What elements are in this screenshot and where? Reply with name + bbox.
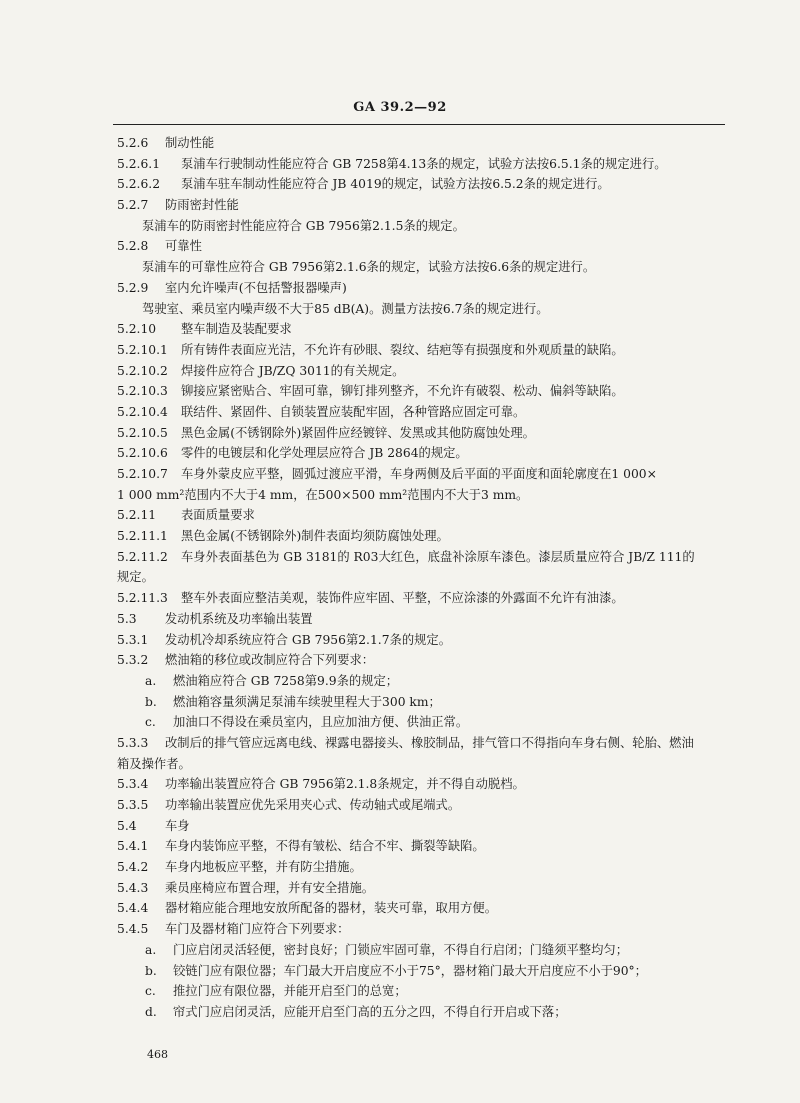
text-line	[117, 692, 737, 713]
text-line	[117, 133, 737, 154]
clause-number: 5.4.5	[117, 922, 149, 937]
text-line	[117, 961, 737, 982]
clause-number: 5.2.11	[117, 508, 157, 523]
text-line	[117, 195, 737, 216]
text-line	[117, 423, 737, 444]
clause-text: 制动性能	[165, 136, 215, 150]
clause-text: 联结件、紧固件、自锁装置应装配牢固，各种管路应固定可靠。	[181, 404, 526, 419]
list-item-letter: b.	[145, 963, 157, 978]
text-line	[117, 712, 737, 733]
text-line	[117, 754, 737, 775]
text-line	[117, 174, 737, 195]
text-line	[117, 299, 737, 320]
clause-text: 车身外表面基色为 GB 3181的 R03大红色，底盘补涂原车漆色。漆层质量应符合 JB/Z 111的	[181, 549, 695, 564]
clause-text: 改制后的排气管应远离电线、裸露电器接头、橡胶制品，排气管口不得指向车身右侧、轮胎、燃油	[165, 735, 694, 750]
clause-number: 5.4.4	[117, 901, 149, 916]
clause-text: 1 000 mm²范围内不大于4 mm，在500×500 mm²范围内不大于3 mm。	[117, 487, 529, 502]
text-line	[117, 443, 737, 464]
text-line	[117, 588, 737, 609]
clause-text: 黑色金属(不锈钢除外)制件表面均须防腐蚀处理。	[181, 529, 449, 544]
clause-text: 规定。	[117, 570, 154, 585]
text-line	[117, 381, 737, 402]
text-line	[117, 919, 737, 940]
clause-text: 车身内地板应平整，并有防尘措施。	[165, 860, 362, 875]
text-line	[117, 857, 737, 878]
list-item-letter: a.	[145, 673, 157, 688]
clause-text: 可靠性	[165, 239, 202, 254]
text-line	[117, 795, 737, 816]
clause-text: 加油口不得设在乘员室内，且应加油方便、供油正常。	[173, 715, 469, 730]
text-line	[117, 526, 737, 547]
clause-text: 表面质量要求	[181, 508, 255, 523]
text-line	[117, 898, 737, 919]
clause-number: 5.4.3	[117, 880, 149, 895]
clause-number: 5.2.7	[117, 198, 149, 213]
clause-text: 泵浦车行驶制动性能应符合 GB 7258第4.13条的规定，试验方法按6.5.1条的规定进行。	[181, 156, 667, 171]
clause-text: 推拉门应有限位器，并能开启至门的总宽；	[173, 984, 407, 999]
clause-text: 乘员座椅应布置合理，并有安全措施。	[165, 880, 375, 895]
list-item-letter: b.	[145, 694, 157, 709]
text-line	[117, 650, 737, 671]
text-line	[117, 733, 737, 754]
clause-text: 驾驶室、乘员室内噪声级不大于85 dB(A)。测量方法按6.7条的规定进行。	[142, 301, 549, 316]
text-line	[117, 485, 737, 506]
text-line	[117, 671, 737, 692]
text-line	[117, 361, 737, 382]
text-line	[117, 547, 737, 568]
clause-text: 整车制造及装配要求	[181, 322, 292, 337]
clause-number: 5.3	[117, 611, 137, 626]
clause-number: 5.2.11.2	[117, 549, 168, 564]
text-line	[117, 340, 737, 361]
text-line	[117, 236, 737, 257]
list-item-letter: c.	[145, 715, 156, 730]
clause-text: 焊接件应符合 JB/ZQ 3011的有关规定。	[181, 363, 405, 378]
list-item-letter: a.	[145, 942, 157, 957]
clause-text: 整车外表面应整洁美观，装饰件应牢固、平整，不应涂漆的外露面不允许有油漆。	[181, 591, 624, 606]
page-number: 468	[147, 1048, 168, 1061]
clause-text: 泵浦车的可靠性应符合 GB 7956第2.1.6条的规定，试验方法按6.6条的规定进行。	[142, 260, 596, 275]
clause-text: 门应启闭灵活轻便，密封良好；门锁应牢固可靠，不得自行启闭；门缝须平整均匀；	[173, 942, 628, 957]
clause-number: 5.2.8	[117, 239, 149, 254]
text-line	[117, 878, 737, 899]
clause-text: 车身外蒙皮应平整，圆弧过渡应平滑，车身两侧及后平面的平面度和面轮廓度在1 000×	[181, 467, 657, 481]
clause-number: 5.2.10.3	[117, 384, 168, 399]
clause-text: 器材箱应能合理地安放所配备的器材，装夹可靠，取用方便。	[165, 901, 498, 916]
clause-number: 5.2.10.7	[117, 467, 168, 481]
clause-number: 5.4	[117, 818, 137, 833]
text-line	[117, 816, 737, 837]
clause-number: 5.2.10.4	[117, 404, 168, 419]
text-line	[117, 1002, 737, 1023]
clause-number: 5.3.5	[117, 798, 149, 812]
text-line	[117, 216, 737, 237]
clause-number: 5.4.1	[117, 839, 149, 854]
clause-number: 5.2.11.3	[117, 591, 168, 606]
clause-text: 车门及器材箱门应符合下列要求：	[165, 922, 350, 937]
text-line	[117, 319, 737, 340]
text-line	[117, 154, 737, 175]
clause-number: 5.2.10.1	[117, 342, 168, 357]
text-line	[117, 257, 737, 278]
clause-number: 5.4.2	[117, 860, 149, 875]
clause-text: 铆接应紧密贴合、牢固可靠，铆钉排列整齐，不允许有破裂、松动、偏斜等缺陷。	[181, 384, 624, 399]
text-line	[117, 609, 737, 630]
clause-text: 燃油箱的移位或改制应符合下列要求：	[165, 653, 375, 668]
text-line	[117, 630, 737, 651]
clause-number: 5.3.4	[117, 777, 149, 792]
clause-text: 所有铸件表面应光洁，不允许有砂眼、裂纹、结疤等有损强度和外观质量的缺陷。	[181, 342, 624, 357]
clause-text: 箱及操作者。	[117, 756, 191, 771]
text-line	[117, 278, 737, 299]
clause-number: 5.2.6.1	[117, 156, 161, 171]
standard-code-header: GA 39.2—92	[353, 100, 447, 115]
text-line	[117, 505, 737, 526]
clause-text: 车身内装饰应平整，不得有皱松、结合不牢、撕裂等缺陷。	[165, 839, 485, 854]
clause-number: 5.3.1	[117, 632, 149, 647]
clause-number: 5.2.11.1	[117, 529, 168, 544]
clause-text: 功率输出装置应符合 GB 7956第2.1.8条规定，并不得自动脱档。	[165, 777, 525, 792]
clause-number: 5.2.6.2	[117, 177, 161, 192]
text-line	[117, 940, 737, 961]
clause-number: 5.2.9	[117, 280, 149, 295]
clause-number: 5.2.10.6	[117, 446, 168, 461]
clause-text: 室内允许噪声(不包括警报器噪声)	[165, 280, 347, 295]
clause-text: 铰链门应有限位器；车门最大开启度应不小于75°，器材箱门最大开启度应不小于90°；	[173, 963, 647, 978]
clause-text: 防雨密封性能	[165, 198, 239, 213]
clause-text: 车身	[165, 818, 190, 833]
text-line	[117, 402, 737, 423]
clause-text: 零件的电镀层和化学处理层应符合 JB 2864的规定。	[181, 446, 468, 461]
header-rule	[113, 124, 725, 125]
clause-text: 发动机系统及功率输出装置	[165, 611, 313, 626]
text-line	[117, 567, 737, 588]
clause-number: 5.2.10.2	[117, 363, 168, 378]
clause-number: 5.2.10.5	[117, 425, 168, 440]
clause-number: 5.3.2	[117, 653, 149, 668]
text-line	[117, 774, 737, 795]
clause-number: 5.2.10	[117, 322, 157, 337]
text-line	[117, 464, 737, 485]
clause-text: 发动机冷却系统应符合 GB 7956第2.1.7条的规定。	[165, 632, 452, 647]
text-line	[117, 836, 737, 857]
text-line	[117, 981, 737, 1002]
clause-number: 5.2.6	[117, 136, 149, 150]
document-body	[117, 133, 737, 1023]
clause-text: 泵浦车驻车制动性能应符合 JB 4019的规定，试验方法按6.5.2条的规定进行。	[181, 177, 610, 192]
clause-text: 黑色金属(不锈钢除外)紧固件应经镀锌、发黑或其他防腐蚀处理。	[181, 425, 535, 440]
clause-text: 功率输出装置应优先采用夹心式、传动轴式或尾端式。	[165, 798, 461, 812]
clause-text: 燃油箱容量须满足泵浦车续驶里程大于300 km；	[173, 694, 441, 709]
clause-text: 帘式门应启闭灵活，应能开启至门高的五分之四，不得自行开启或下落；	[173, 1004, 567, 1019]
clause-text: 燃油箱应符合 GB 7258第9.9条的规定；	[173, 673, 399, 688]
clause-number: 5.3.3	[117, 735, 149, 750]
clause-text: 泵浦车的防雨密封性能应符合 GB 7956第2.1.5条的规定。	[142, 218, 465, 233]
list-item-letter: c.	[145, 984, 156, 999]
list-item-letter: d.	[145, 1004, 157, 1019]
